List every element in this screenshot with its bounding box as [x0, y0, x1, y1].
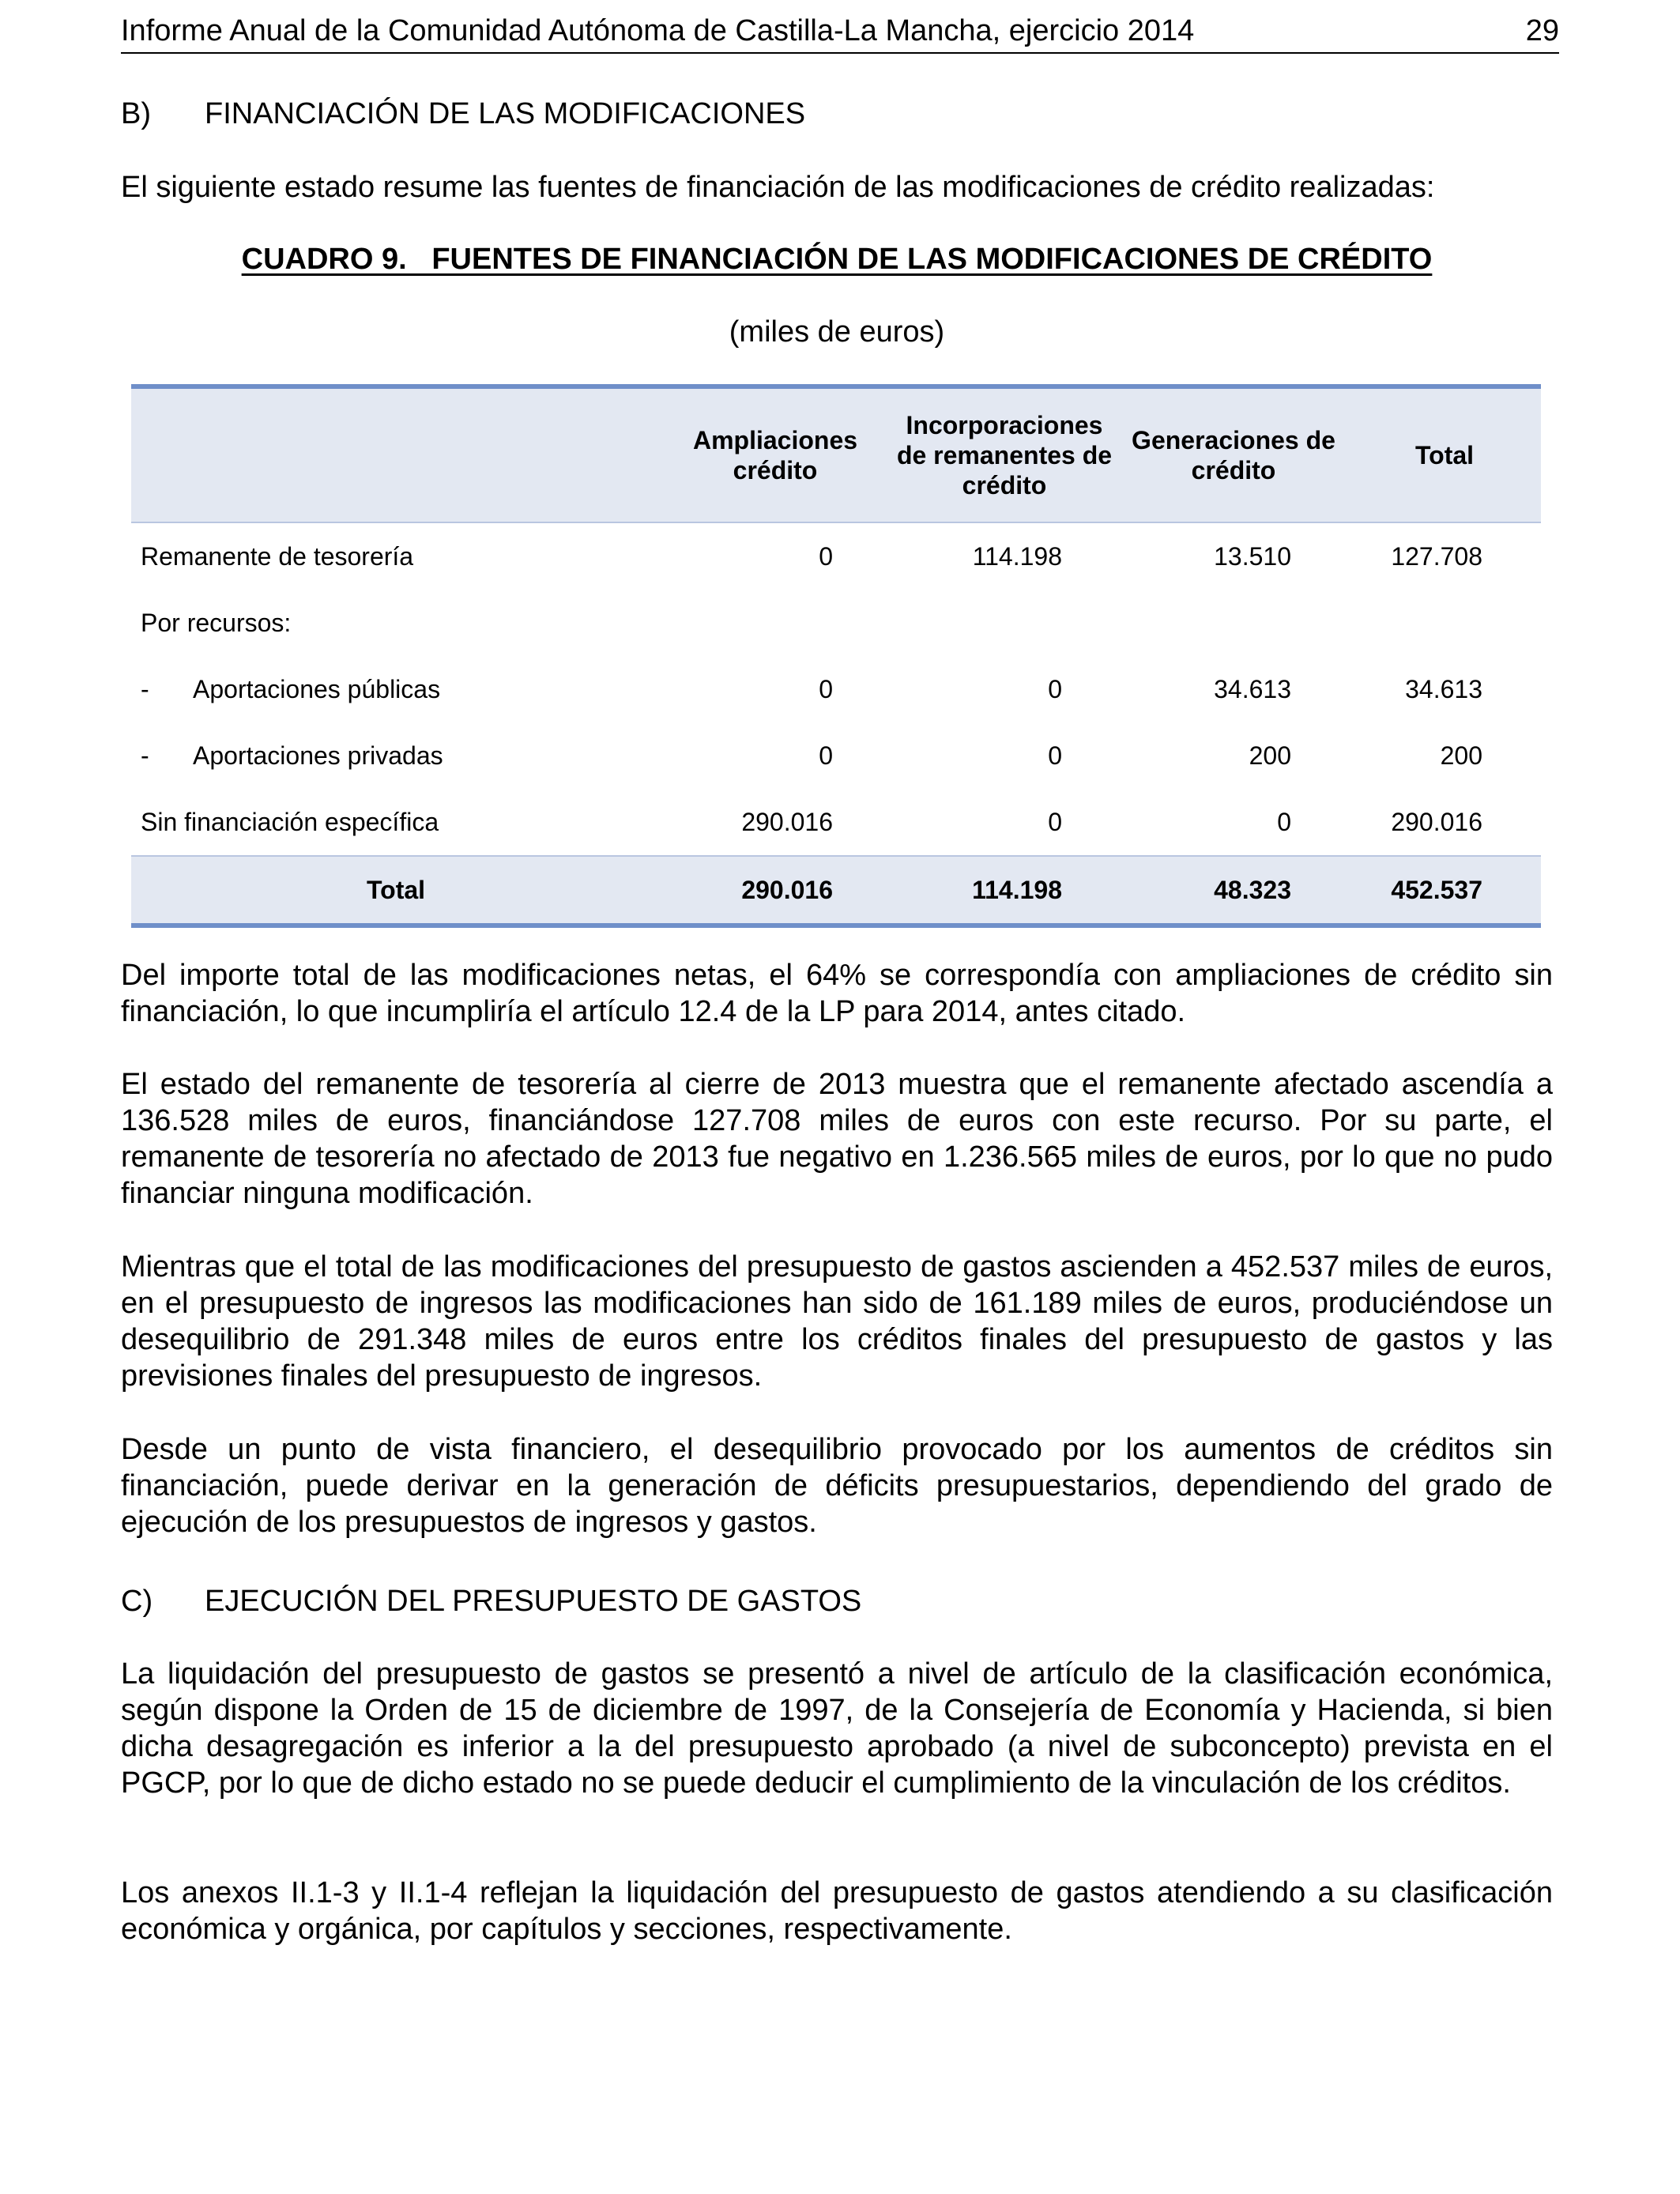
row-dash: - — [141, 741, 149, 770]
column-header-incorporaciones: Incorporaciones de remanentes de crédito — [890, 386, 1119, 522]
cell-incorporaciones: 0 — [1048, 675, 1062, 703]
cell-generaciones: 13.510 — [1214, 542, 1291, 571]
cell-generaciones: 34.613 — [1214, 675, 1291, 703]
total-incorporaciones: 114.198 — [890, 856, 1119, 925]
cell-generaciones: 0 — [1277, 808, 1291, 836]
table-row — [131, 522, 1541, 590]
section-c-title: EJECUCIÓN DEL PRESUPUESTO DE GASTOS — [205, 1585, 862, 1618]
cell-incorporaciones: 0 — [1048, 741, 1062, 770]
cell-generaciones — [1119, 590, 1348, 656]
column-header-ampliaciones: Ampliaciones crédito — [661, 386, 890, 522]
financing-table — [131, 384, 1541, 928]
total-ampliaciones: 290.016 — [661, 856, 890, 925]
cell-generaciones: 200 — [1249, 741, 1291, 770]
paragraph: El estado del remanente de tesorería al cierre de 2013 muestra que el remanente afectado ascendía a 136.528 miles de euros, financiándose 127.708 miles de euros con este recurso. Por su parte, el remanente de tesorería no afectado de 2013 fue negativo en 1.236.565 miles de euros, por lo que no pudo financiar ninguna modificación. — [121, 1068, 1553, 1210]
total-label: Total — [131, 856, 661, 925]
paragraph: Del importe total de las modificaciones netas, el 64% se correspondía con ampliaciones de crédito sin financiación, lo que incumpliría el artículo 12.4 de la LP para 2014, antes citado. — [121, 959, 1553, 1028]
table-title — [121, 241, 1553, 277]
table-row — [131, 722, 1541, 789]
cell-total: 200 — [1440, 741, 1482, 770]
cell-total: 127.708 — [1391, 542, 1482, 571]
row-label-text: Aportaciones públicas — [193, 675, 441, 703]
paragraph: Desde un punto de vista financiero, el desequilibrio provocado por los aumentos de créditos sin financiación, puede derivar en la generación de déficits presupuestarios, dependiendo del grado de ejecución de los presupuestos de ingresos y gastos. — [121, 1433, 1553, 1539]
cell-ampliaciones — [661, 590, 890, 656]
row-label — [131, 522, 661, 590]
row-label — [131, 656, 661, 722]
cell-incorporaciones: 0 — [1048, 808, 1062, 836]
cell-total — [1348, 590, 1541, 656]
column-header-concept — [131, 386, 661, 522]
table-title-text: CUADRO 9. FUENTES DE FINANCIACIÓN DE LAS MODIFICACIONES DE CRÉDITO — [241, 243, 1433, 276]
paragraph: Mientras que el total de las modificaciones del presupuesto de gastos ascienden a 452.537 miles de euros, en el presupuesto de ingresos las modificaciones han sido de 161.189 miles de euros, produciéndose un desequilibrio de 291.348 miles de euros entre los créditos finales del presupuesto de gastos y las previsiones finales del presupuesto de ingresos. — [121, 1250, 1553, 1393]
section-b-title: FINANCIACIÓN DE LAS MODIFICACIONES — [205, 97, 806, 130]
cell-ampliaciones: 0 — [819, 542, 833, 571]
section-c-letter: C) — [121, 1585, 153, 1618]
row-label-text: Remanente de tesorería — [141, 542, 414, 571]
row-label — [131, 590, 661, 656]
cell-ampliaciones: 0 — [819, 675, 833, 703]
total-total: 452.537 — [1348, 856, 1541, 925]
section-b-intro: El siguiente estado resume las fuentes de financiación de las modificaciones de crédito realizadas: — [121, 171, 1435, 204]
table-row — [131, 590, 1541, 656]
row-label-text: Por recursos: — [141, 609, 292, 637]
paragraph: Los anexos II.1-3 y II.1-4 reflejan la liquidación del presupuesto de gastos atendiendo a su clasificación económica y orgánica, por capítulos y secciones, respectivamente. — [121, 1876, 1553, 1946]
column-header-generaciones: Generaciones de crédito — [1119, 386, 1348, 522]
running-header — [121, 9, 1559, 54]
cell-incorporaciones: 114.198 — [972, 542, 1062, 571]
row-label — [131, 789, 661, 856]
table-row — [131, 656, 1541, 722]
paragraph: La liquidación del presupuesto de gastos se presentó a nivel de artículo de la clasificación económica, según dispone la Orden de 15 de diciembre de 1997, de la Consejería de Economía y Hacienda, si bien dicha desagregación es inferior a la del presupuesto aprobado (a nivel de subconcepto) prevista en el PGCP, por lo que de dicho estado no se puede deducir el cumplimiento de la vinculación de los créditos. — [121, 1657, 1553, 1800]
cell-ampliaciones: 290.016 — [741, 808, 833, 836]
row-label — [131, 722, 661, 789]
table-header-row — [131, 386, 1541, 522]
cell-ampliaciones: 0 — [819, 741, 833, 770]
row-dash: - — [141, 675, 149, 703]
cell-total: 34.613 — [1405, 675, 1482, 703]
page-number: 29 — [1525, 14, 1559, 47]
table-total-row — [131, 856, 1541, 925]
table-units: (miles de euros) — [729, 315, 945, 349]
section-b-letter: B) — [121, 97, 151, 130]
row-label-text: Sin financiación específica — [141, 808, 439, 836]
row-label-text: Aportaciones privadas — [193, 741, 443, 770]
cell-total: 290.016 — [1391, 808, 1482, 836]
column-header-total: Total — [1348, 386, 1541, 522]
report-title: Informe Anual de la Comunidad Autónoma de Castilla-La Mancha, ejercicio 2014 — [121, 14, 1195, 47]
table-row — [131, 789, 1541, 856]
total-generaciones: 48.323 — [1119, 856, 1348, 925]
cell-incorporaciones — [890, 590, 1119, 656]
